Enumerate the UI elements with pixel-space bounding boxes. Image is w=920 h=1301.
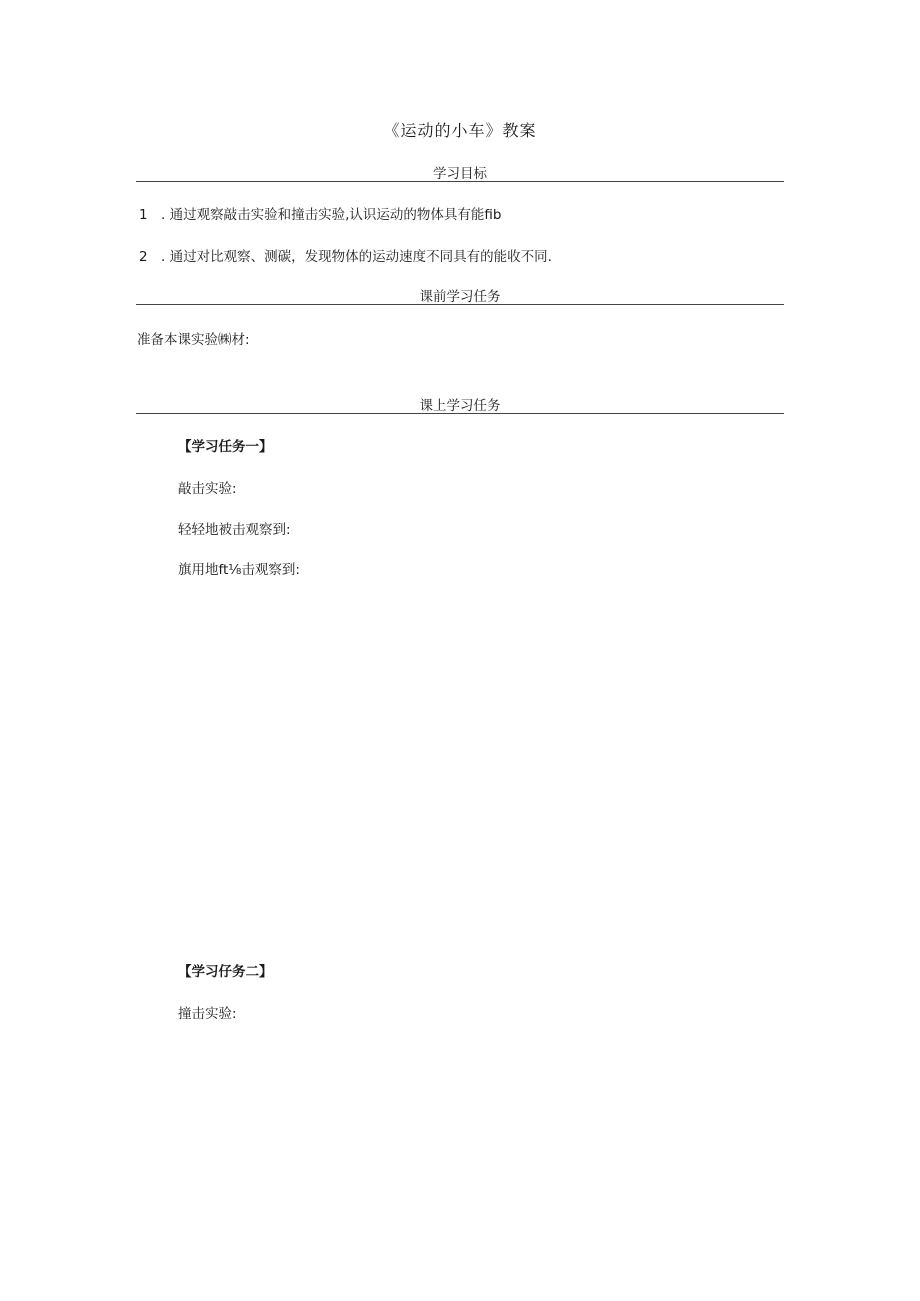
goal-item-2 <box>139 245 552 265</box>
goal-number: 1 <box>139 207 148 223</box>
task1-line: 轻轻地被击观察到: <box>178 522 291 538</box>
task1-line: 旗用地ft⅛击观察到: <box>178 562 300 578</box>
section-divider-in-class <box>136 413 784 414</box>
task1-line: 敲击实验: <box>178 481 237 497</box>
materials-label: 准备本课实验㈱材: <box>137 332 250 348</box>
task2-line: 撞击实验: <box>178 1006 237 1022</box>
goal-text: . 通过对比观察、测碳，发现物体的运动速度不同具有的能收不同. <box>161 249 552 265</box>
section-heading-goals: 学习目标 <box>433 166 487 182</box>
task2-title: 【学习仔务二】 <box>178 964 273 980</box>
goal-text: . 通过观察敲击实验和撞击实验,认识运动的物体具有能fib <box>161 207 502 223</box>
document-title: 《运动的小车》教案 <box>383 121 537 140</box>
section-heading-in-class: 课上学习任务 <box>419 398 501 414</box>
section-heading-pre-class: 课前学习任务 <box>419 289 501 305</box>
section-divider-goals <box>136 181 784 182</box>
goal-number: 2 <box>139 249 148 265</box>
task1-title: 【学习任务一】 <box>178 439 273 455</box>
section-divider-pre-class <box>136 304 784 305</box>
goal-item-1 <box>139 203 501 223</box>
